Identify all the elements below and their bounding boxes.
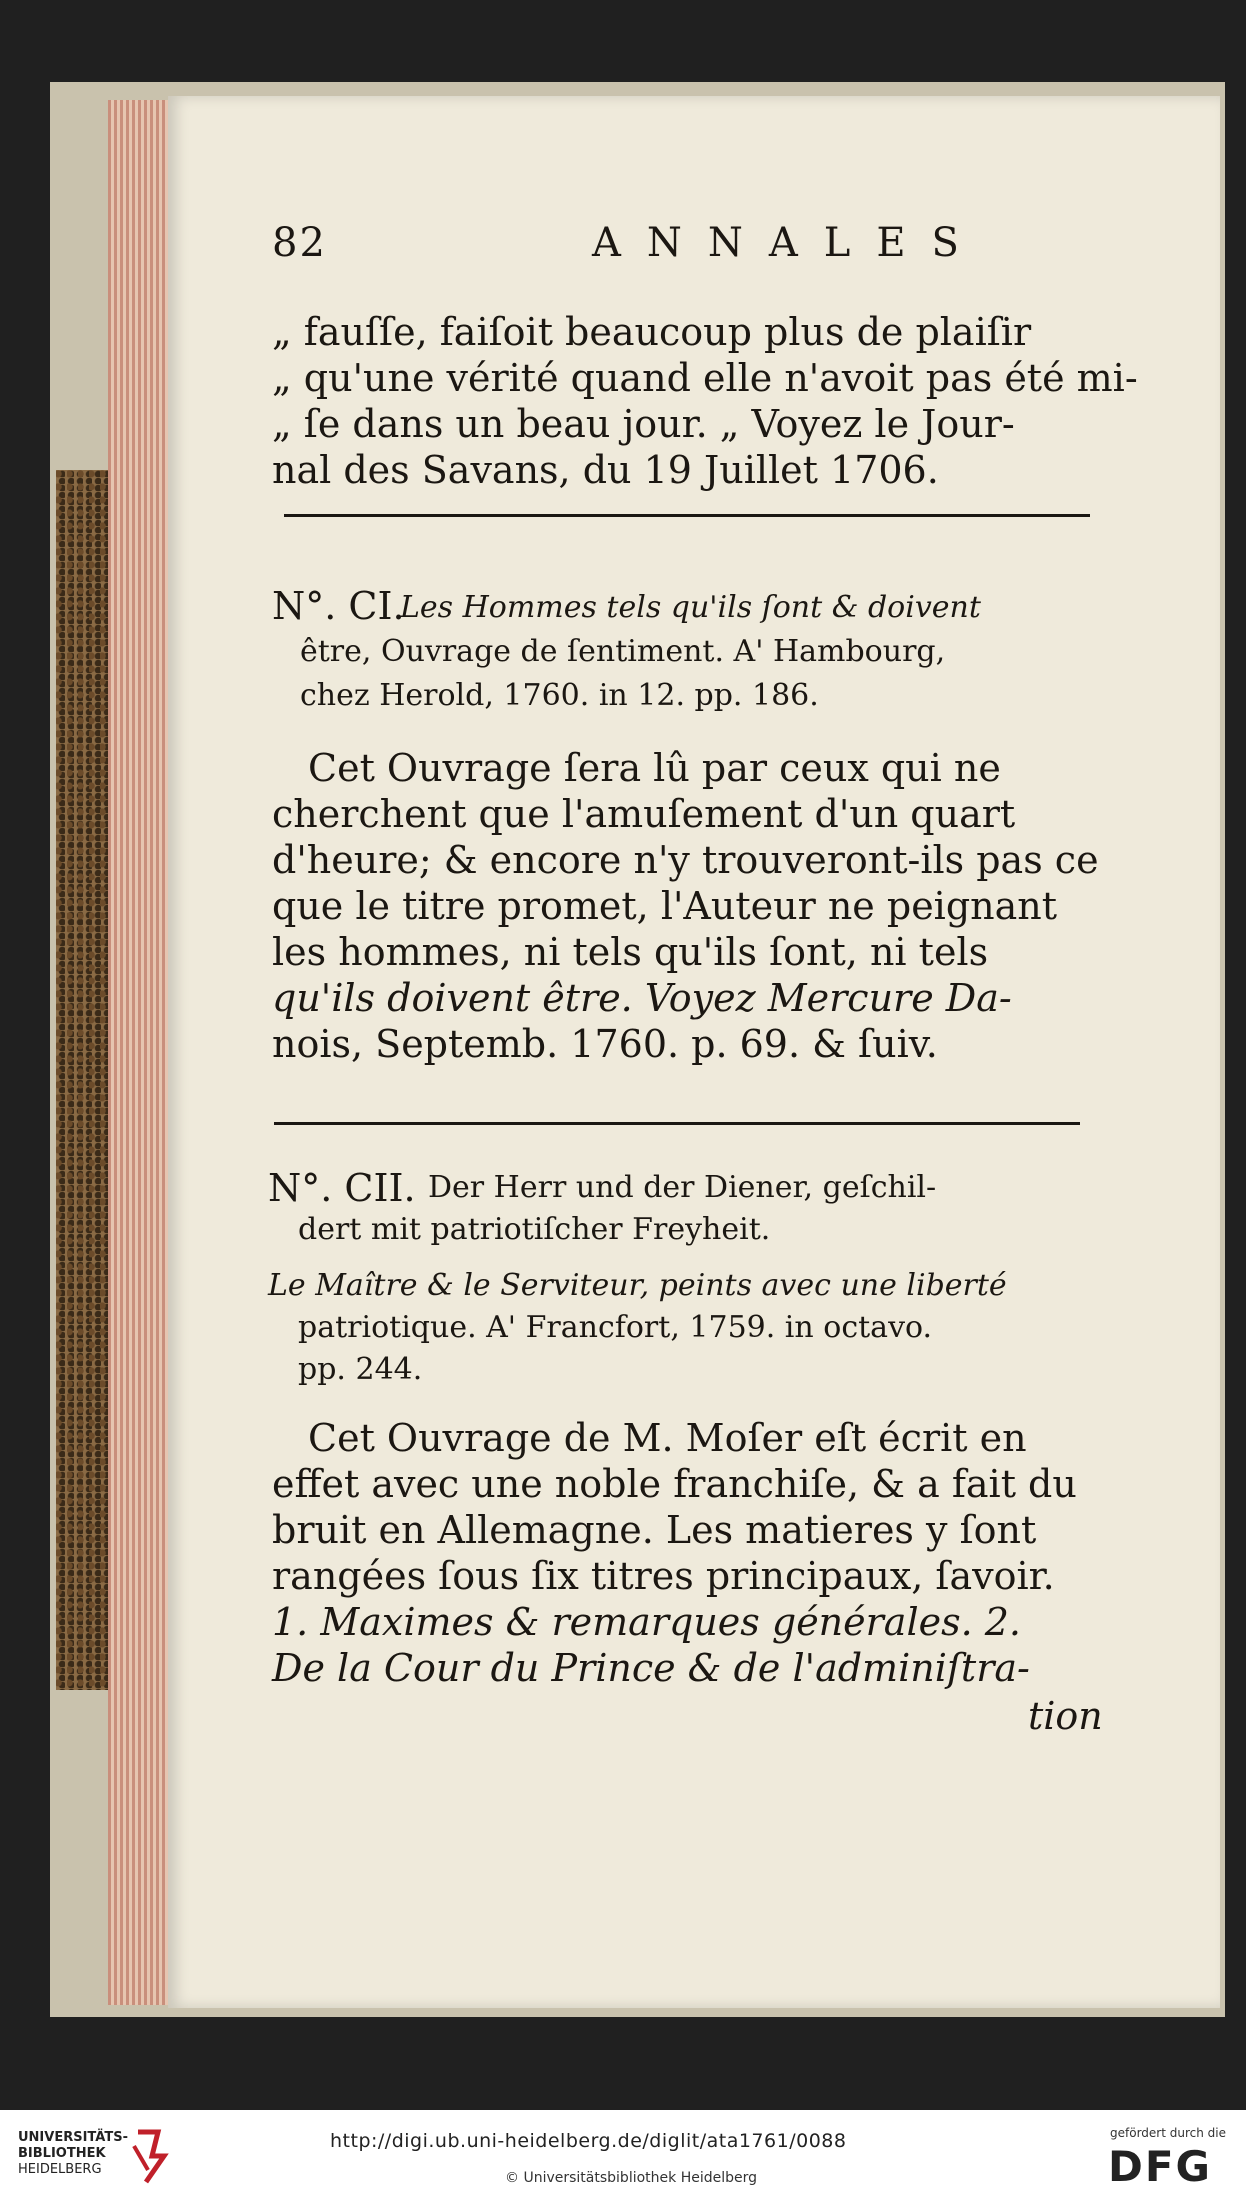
text-line: qu'ils doivent être. Voyez Mercure Da- bbox=[272, 976, 1012, 1020]
page-red-edge bbox=[108, 100, 174, 2005]
library-name-line: UNIVERSITÄTS- bbox=[18, 2130, 128, 2145]
text-line: rangées ſous ſix titres principaux, ſavoir. bbox=[272, 1554, 1055, 1598]
text-line: les hommes, ni tels qu'ils ſont, ni tels bbox=[272, 930, 989, 974]
entry-number: N°. CI. bbox=[272, 584, 405, 628]
text-line: „ qu'une vérité quand elle n'avoit pas été mi- bbox=[272, 356, 1138, 400]
entry-german-title-line: dert mit patriotiſcher Freyheit. bbox=[298, 1212, 771, 1247]
text-line: cherchent que l'amuſement d'un quart bbox=[272, 792, 1016, 836]
entry-french-title-line: patriotique. A' Francfort, 1759. in octavo. bbox=[298, 1310, 933, 1345]
permalink-link[interactable]: http://digi.ub.uni-heidelberg.de/diglit/ata1761/0088 bbox=[330, 2130, 847, 2152]
funder-label: gefördert durch die bbox=[1110, 2126, 1226, 2140]
text-line: Cet Ouvrage ſera lû par ceux qui ne bbox=[308, 746, 1001, 790]
section-rule bbox=[284, 514, 1090, 517]
text-line: que le titre promet, l'Auteur ne peignant bbox=[272, 884, 1058, 928]
text-line: nal des Savans, du 19 Juillet 1706. bbox=[272, 448, 939, 492]
text-line: 1. Maximes & remarques générales. 2. bbox=[272, 1600, 1022, 1644]
running-title: ANNALES bbox=[592, 220, 985, 266]
page-number: 82 bbox=[272, 220, 327, 266]
dfg-logo[interactable]: DFG bbox=[1108, 2142, 1213, 2191]
text-line: d'heure; & encore n'y trouveront-ils pas ce bbox=[272, 838, 1099, 882]
entry-title-line: être, Ouvrage de ſentiment. A' Hambourg, bbox=[300, 634, 946, 669]
library-name-line: BIBLIOTHEK bbox=[18, 2146, 106, 2161]
text-line: Cet Ouvrage de M. Moſer eſt écrit en bbox=[308, 1416, 1027, 1460]
marbled-cover bbox=[56, 470, 108, 1690]
copyright-text: © Universitätsbibliothek Heidelberg bbox=[505, 2170, 758, 2186]
text-line: De la Cour du Prince & de l'adminiſtra- bbox=[272, 1646, 1030, 1690]
library-name-line: HEIDELBERG bbox=[18, 2162, 102, 2177]
entry-title-line: Les Hommes tels qu'ils ſont & doivent bbox=[400, 590, 981, 625]
text-line: nois, Septemb. 1760. p. 69. & ſuiv. bbox=[272, 1022, 938, 1066]
text-line: „ ſe dans un beau jour. „ Voyez le Jour- bbox=[272, 402, 1015, 446]
entry-number: N°. CII. bbox=[268, 1166, 416, 1210]
book-page bbox=[168, 96, 1220, 2008]
entry-french-title-line: pp. 244. bbox=[298, 1352, 423, 1387]
library-mark-icon bbox=[128, 2126, 174, 2186]
text-line: „ fauſſe, faiſoit beaucoup plus de plaiſir bbox=[272, 310, 1032, 354]
entry-title-line: chez Herold, 1760. in 12. pp. 186. bbox=[300, 678, 819, 713]
entry-german-title-line: Der Herr und der Diener, geſchil- bbox=[428, 1170, 937, 1205]
catchword: tion bbox=[1028, 1694, 1103, 1738]
text-line: effet avec une noble franchiſe, & a fait du bbox=[272, 1462, 1077, 1506]
entry-french-title-line: Le Maître & le Serviteur, peints avec une liberté bbox=[268, 1268, 1007, 1303]
text-line: bruit en Allemagne. Les matieres y ſont bbox=[272, 1508, 1037, 1552]
section-rule bbox=[274, 1122, 1080, 1125]
